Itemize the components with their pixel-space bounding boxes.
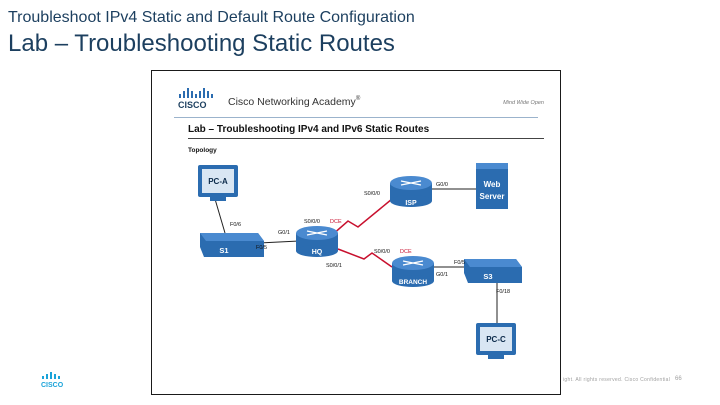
- page-number: 66: [675, 376, 682, 382]
- iface-s3-f018: F0/18: [496, 289, 511, 295]
- serial-hq-isp: [332, 199, 392, 235]
- topology-diagram: [152, 71, 561, 395]
- web-server-label-1: Web: [483, 180, 501, 189]
- lab-title: Lab – Troubleshooting IPv4 and IPv6 Static Routes: [188, 124, 430, 135]
- trademark-mark: ®: [355, 96, 361, 102]
- link-s1-hq: [259, 241, 299, 243]
- mind-wide-open: Mind Wide Open: [503, 100, 544, 106]
- iface-branch-g01: G0/1: [436, 272, 448, 278]
- branch-router-icon: [392, 256, 434, 287]
- pc-c-label: PC-C: [486, 335, 506, 344]
- topology-label: Topology: [188, 147, 217, 154]
- branch-label: BRANCH: [398, 279, 428, 286]
- svg-text:CISCO: CISCO: [41, 382, 64, 388]
- iface-isp-s000: S0/0/0: [364, 191, 380, 197]
- iface-hq-g01: G0/1: [278, 230, 290, 236]
- pc-a-icon: [198, 165, 238, 201]
- footer-cisco-logo-icon: [40, 372, 68, 388]
- iface-hq-s000: S0/0/0: [304, 219, 320, 225]
- s1-label: S1: [219, 246, 229, 255]
- hq-label: HQ: [311, 249, 323, 256]
- ethernet-links: [215, 189, 497, 329]
- iface-branch-s000: S0/0/0: [374, 249, 390, 255]
- slide-title: Lab – Troubleshooting Static Routes: [8, 30, 395, 57]
- iface-hq-s001: S0/0/1: [326, 263, 342, 269]
- pc-c-icon: [476, 323, 516, 359]
- isp-router-icon: [390, 176, 432, 207]
- footer-rights: ight. All rights reserved. Cisco Confidential: [563, 377, 671, 383]
- iface-s1-f06: F0/6: [230, 222, 242, 228]
- web-server-icon: [476, 163, 508, 209]
- iface-isp-g00: G0/0: [436, 182, 448, 188]
- lab-topology-image: [151, 70, 561, 395]
- cisco-wordmark: CISCO: [178, 100, 207, 110]
- hq-router-icon: [296, 226, 338, 257]
- iface-branch-s000-dce: DCE: [400, 249, 412, 255]
- serial-links: [332, 199, 392, 267]
- iface-s1-f05: F0/5: [256, 245, 268, 251]
- link-pca-s1: [215, 199, 225, 233]
- iface-hq-s000-dce: DCE: [330, 219, 342, 225]
- slide-subtitle: Troubleshoot IPv4 Static and Default Route Configuration: [8, 9, 415, 26]
- pc-a-label: PC-A: [208, 177, 228, 186]
- s3-label: S3: [483, 272, 493, 281]
- web-server-label-2: Server: [479, 192, 505, 201]
- s3-switch-icon: [464, 259, 522, 283]
- iface-s3-f05: F0/5: [454, 260, 466, 266]
- academy-name: Cisco Networking Academy: [228, 96, 356, 108]
- isp-label: ISP: [405, 200, 417, 207]
- s1-switch-icon: [200, 233, 264, 257]
